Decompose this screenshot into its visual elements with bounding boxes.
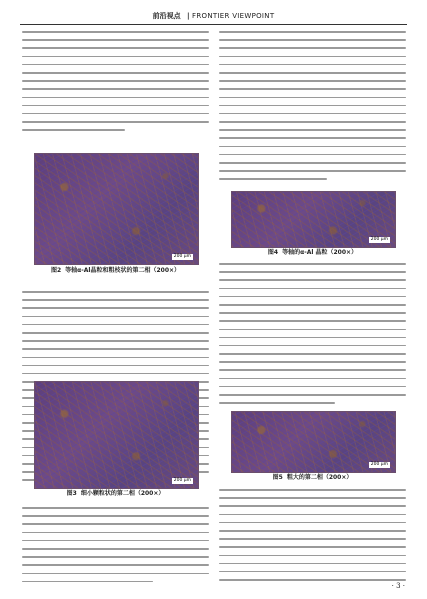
figure-2-caption: [22, 267, 209, 275]
right-column: [219, 31, 406, 571]
figure-2-title: 等轴α-Al晶粒和粗枝状的第二相（200×）: [65, 267, 181, 274]
section-title-en: FRONTIER VIEWPOINT: [192, 12, 275, 20]
figure-3-caption: [22, 490, 209, 498]
figure-3-scale-bar: 200 μm: [173, 478, 191, 483]
left-column: [22, 31, 209, 571]
figure-3-number: 图3: [66, 490, 77, 497]
header-divider: |: [187, 12, 190, 20]
figure-2-number: 图2: [50, 267, 62, 274]
figure-2-scale-bar: 200 μm: [173, 254, 191, 259]
figure-4-title: 等轴的α-Al 晶粒（200×）: [282, 249, 358, 256]
body-text-illegible: [219, 263, 406, 410]
page-number: · 3 ·: [391, 582, 405, 590]
figure-5-micrograph: [231, 411, 396, 473]
figure-4-micrograph: [231, 191, 396, 248]
page-header: [20, 10, 407, 25]
figure-5-caption: [219, 474, 406, 482]
section-title-cn: 前沿视点: [152, 12, 181, 20]
figure-5-scale-bar: 200 μm: [370, 462, 388, 467]
figure-3-micrograph: [34, 381, 199, 489]
figure-3-title: 细小颗粒状的第二相（200×）: [80, 490, 165, 497]
body-text-illegible: [22, 507, 209, 589]
body-text-illegible: [22, 31, 209, 137]
figure-4-scale-bar: 200 μm: [370, 237, 388, 242]
figure-5-title: 粗大的第二相（200×）: [286, 474, 353, 481]
figure-2-micrograph: [34, 153, 199, 265]
figure-4-number: 图4: [267, 249, 279, 256]
body-text-illegible: [219, 489, 406, 587]
figure-5-number: 图5: [272, 474, 283, 481]
body-text-illegible: [219, 31, 406, 187]
figure-4-caption: [219, 249, 406, 257]
